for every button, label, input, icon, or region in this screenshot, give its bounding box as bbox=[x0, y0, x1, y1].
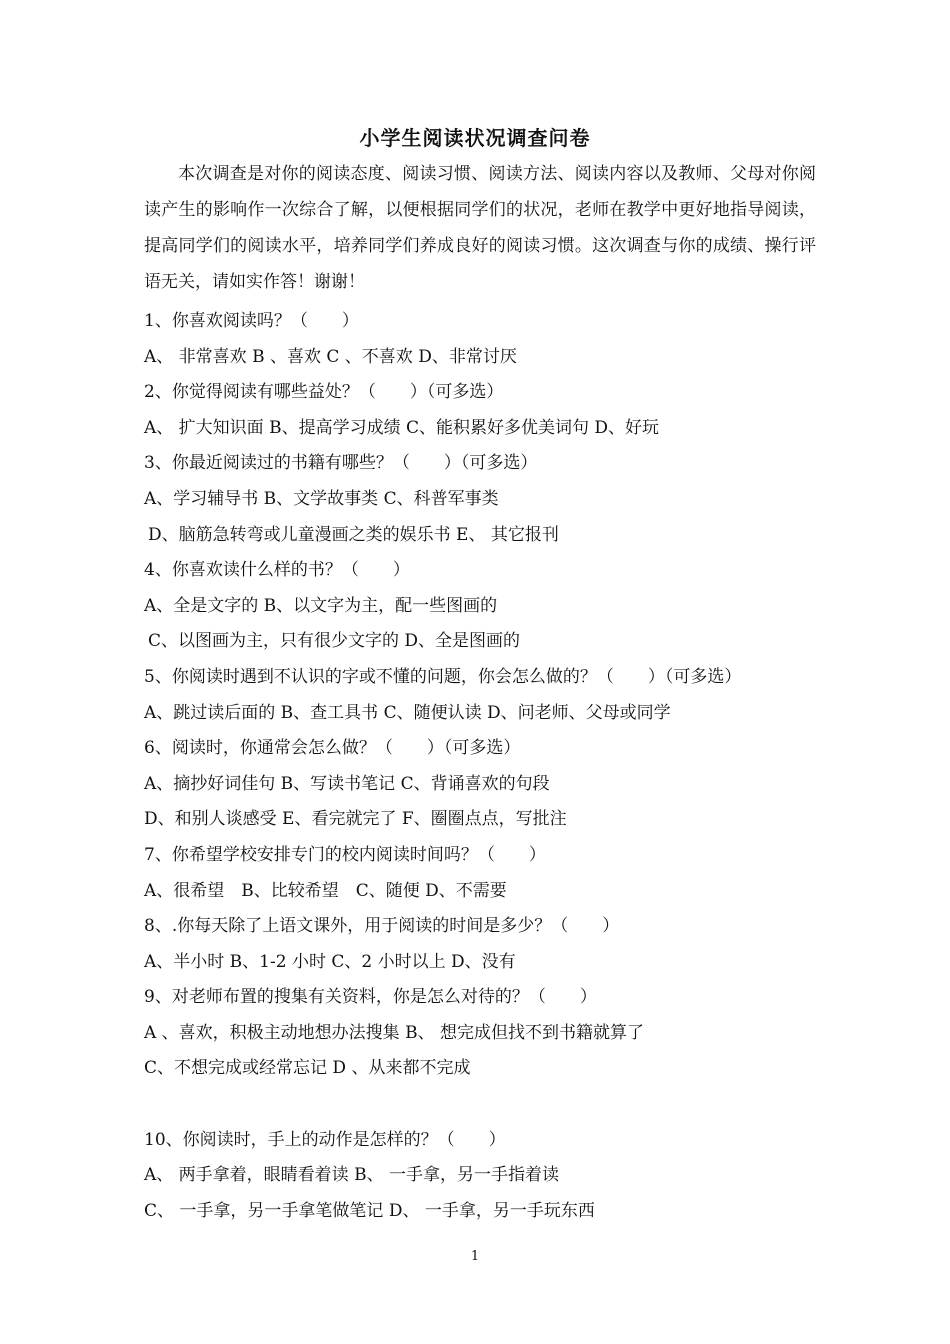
question-10: 10、你阅读时，手上的动作是怎样的？（ ） bbox=[144, 1129, 506, 1150]
page-number: 1 bbox=[470, 1249, 480, 1264]
question-3-options-b: D、脑筋急转弯或儿童漫画之类的娱乐书 E、 其它报刊 bbox=[148, 524, 559, 545]
question-1: 1、你喜欢阅读吗？（ ） bbox=[144, 311, 359, 331]
question-10-options-a: A、 两手拿着，眼睛看着读 B、 一手拿，另一手指着读 bbox=[144, 1165, 559, 1186]
question-2: 2、你觉得阅读有哪些益处？（ ）（可多选） bbox=[144, 382, 504, 403]
intro-paragraph: 本次调查是对你的阅读态度、阅读习惯、阅读方法、阅读内容以及教师、父母对你阅读产生的影响作一次综合了解，以便根据同学们的状况，老师在教学中更好地指导阅读，提高同学们的阅读水平，培养同学们养成良好的阅读习惯。这次调查与你的成绩、操行评语无关，请如实作答！谢谢！ bbox=[144, 164, 816, 292]
question-10-options-b: C、 一手拿，另一手拿笔做笔记 D、 一手拿，另一手玩东西 bbox=[144, 1200, 595, 1221]
question-4-options-a: A、全是文字的 B、以文字为主，配一些图画的 bbox=[144, 595, 498, 616]
question-6-options-a: A、摘抄好词佳句 B、写读书笔记 C、背诵喜欢的句段 bbox=[144, 773, 550, 794]
question-5-options: A、跳过读后面的 B、查工具书 C、随便认读 D、问老师、父母或同学 bbox=[144, 702, 671, 723]
question-7-options: A、很希望 B、比较希望 C、随便 D、不需要 bbox=[144, 880, 507, 901]
page-title: 小学生阅读状况调查问卷 bbox=[359, 126, 591, 150]
questionnaire-body bbox=[144, 304, 816, 1229]
question-6: 6、阅读时，你通常会怎么做？（ ）（可多选） bbox=[144, 738, 521, 759]
question-7: 7、你希望学校安排专门的校内阅读时间吗？（ ） bbox=[144, 844, 546, 865]
question-4: 4、你喜欢读什么样的书？（ ） bbox=[144, 560, 410, 581]
question-8-options: A、半小时 B、1-2 小时 C、2 小时以上 D、没有 bbox=[144, 951, 516, 972]
question-5: 5、你阅读时遇到不认识的字或不懂的问题，你会怎么做的？（ ）（可多选） bbox=[144, 666, 742, 687]
question-9-options-b: C、不想完成或经常忘记 D 、从来都不完成 bbox=[144, 1058, 471, 1079]
question-6-options-b: D、和别人谈感受 E、看完就完了 F、圈圈点点，写批注 bbox=[144, 809, 567, 830]
question-1-options: A、 非常喜欢 B 、喜欢 C 、不喜欢 D、非常讨厌 bbox=[144, 346, 517, 367]
question-3-options-a: A、学习辅导书 B、文学故事类 C、科普军事类 bbox=[144, 488, 499, 509]
question-9: 9、对老师布置的搜集有关资料，你是怎么对待的？（ ） bbox=[144, 987, 597, 1008]
question-4-options-b: C、以图画为主，只有很少文字的 D、全是图画的 bbox=[148, 631, 521, 652]
question-8: 8、.你每天除了上语文课外，用于阅读的时间是多少？（ ） bbox=[144, 916, 620, 937]
question-2-options: A、 扩大知识面 B、提高学习成绩 C、能积累好多优美词句 D、好玩 bbox=[144, 417, 660, 438]
blank-line bbox=[144, 1087, 816, 1123]
question-3: 3、你最近阅读过的书籍有哪些？（ ）（可多选） bbox=[144, 453, 538, 474]
question-9-options-a: A 、喜欢，积极主动地想办法搜集 B、 想完成但找不到书籍就算了 bbox=[144, 1022, 644, 1043]
